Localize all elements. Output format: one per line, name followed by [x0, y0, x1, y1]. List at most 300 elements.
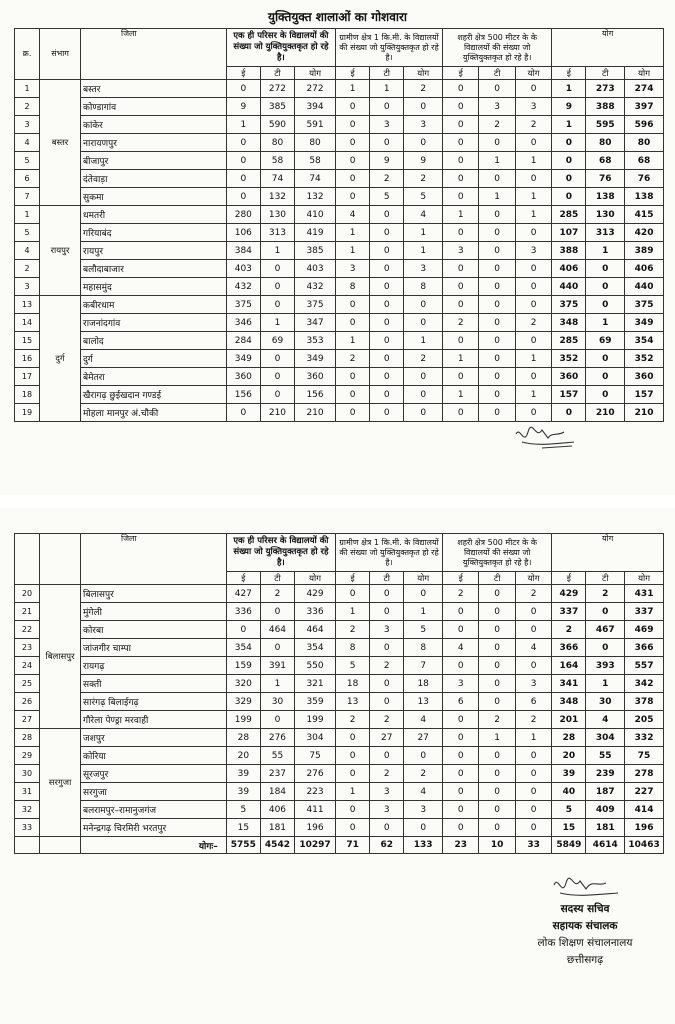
value-cell: 0 — [515, 404, 551, 422]
table-2-header — [15, 534, 664, 585]
value-cell: 58 — [295, 152, 336, 170]
value-cell: 366 — [552, 639, 586, 657]
value-cell: 284 — [226, 332, 260, 350]
officer-state: छत्तीसगढ़ — [566, 954, 604, 966]
value-cell: 1 — [479, 152, 515, 170]
value-cell: 0 — [515, 603, 551, 621]
value-cell: 429 — [552, 585, 586, 603]
value-cell: 0 — [515, 80, 551, 98]
value-cell: 181 — [260, 819, 294, 837]
value-cell: 2 — [370, 170, 404, 188]
value-cell: 313 — [586, 224, 625, 242]
value-cell: 274 — [625, 80, 664, 98]
value-cell: 0 — [479, 134, 515, 152]
value-cell: 336 — [295, 603, 336, 621]
value-cell: 1 — [260, 675, 294, 693]
serial-number: 21 — [15, 603, 40, 621]
value-cell: 76 — [625, 170, 664, 188]
value-cell: 0 — [260, 603, 294, 621]
value-cell: 348 — [552, 693, 586, 711]
district-name: सरगुजा — [81, 783, 227, 801]
header-same-campus: एक ही परिसर के विद्यालयों की संख्या जो युक्तियुक्तकृत हो रहे है। — [226, 534, 335, 572]
value-cell: 0 — [370, 260, 404, 278]
value-cell: 0 — [443, 657, 479, 675]
value-cell: 1 — [586, 242, 625, 260]
value-cell: 346 — [226, 314, 260, 332]
value-cell: 440 — [552, 278, 586, 296]
value-cell: 210 — [625, 404, 664, 422]
value-cell: 20 — [226, 747, 260, 765]
value-cell: 388 — [586, 98, 625, 116]
value-cell: 210 — [586, 404, 625, 422]
value-cell: 403 — [226, 260, 260, 278]
value-cell: 394 — [295, 98, 336, 116]
value-cell: 237 — [260, 765, 294, 783]
district-name: बस्तर — [81, 80, 227, 98]
district-name: सक्ती — [81, 675, 227, 693]
value-cell: 420 — [625, 224, 664, 242]
value-cell: 0 — [515, 278, 551, 296]
value-cell: 0 — [586, 386, 625, 404]
header-sn: क्र. — [15, 29, 40, 80]
header-total-group: योग — [552, 534, 664, 572]
serial-number: 31 — [15, 783, 40, 801]
value-cell: 107 — [552, 224, 586, 242]
value-cell: 595 — [586, 116, 625, 134]
value-cell: 384 — [226, 242, 260, 260]
value-cell: 276 — [260, 729, 294, 747]
table-row — [15, 296, 664, 314]
value-cell: 2 — [404, 170, 443, 188]
value-cell: 0 — [479, 278, 515, 296]
value-cell: 0 — [479, 585, 515, 603]
value-cell: 2 — [552, 621, 586, 639]
value-cell: 0 — [336, 170, 370, 188]
subheader-same-campus-e: ई — [226, 572, 260, 585]
value-cell: 0 — [443, 188, 479, 206]
value-cell: 0 — [336, 729, 370, 747]
serial-number: 22 — [15, 621, 40, 639]
value-cell: 0 — [479, 170, 515, 188]
subheader-urban-yog: योग — [515, 67, 551, 80]
district-name: बिलासपुर — [81, 585, 227, 603]
value-cell: 0 — [370, 296, 404, 314]
value-cell: 347 — [295, 314, 336, 332]
value-cell: 337 — [625, 603, 664, 621]
officer-designation-1: सदस्य सचिव — [560, 903, 610, 915]
district-name: दुर्ग — [81, 350, 227, 368]
officer-block — [500, 901, 670, 969]
value-cell: 375 — [552, 296, 586, 314]
table-1-header — [15, 29, 664, 80]
table-row — [15, 404, 664, 422]
value-cell: 199 — [295, 711, 336, 729]
value-cell: 20 — [552, 747, 586, 765]
district-name: बेमेतरा — [81, 368, 227, 386]
value-cell: 0 — [443, 783, 479, 801]
value-cell: 2 — [515, 711, 551, 729]
value-cell: 0 — [479, 693, 515, 711]
table-row — [15, 747, 664, 765]
value-cell: 2 — [443, 585, 479, 603]
value-cell: 7 — [404, 657, 443, 675]
value-cell: 0 — [226, 404, 260, 422]
value-cell: 1 — [515, 206, 551, 224]
header-sn — [15, 534, 40, 585]
value-cell: 0 — [586, 278, 625, 296]
value-cell: 375 — [625, 296, 664, 314]
subheader-total-t: टी — [586, 67, 625, 80]
value-cell: 0 — [260, 386, 294, 404]
value-cell: 0 — [443, 404, 479, 422]
serial-number: 3 — [15, 278, 40, 296]
value-cell: 0 — [479, 801, 515, 819]
serial-number: 28 — [15, 729, 40, 747]
value-cell: 0 — [443, 621, 479, 639]
value-cell: 0 — [479, 783, 515, 801]
value-cell: 2 — [260, 585, 294, 603]
value-cell: 1 — [552, 80, 586, 98]
district-name: रायगढ़ — [81, 657, 227, 675]
value-cell: 0 — [443, 152, 479, 170]
value-cell: 0 — [260, 368, 294, 386]
value-cell: 1 — [226, 116, 260, 134]
value-cell: 27 — [404, 729, 443, 747]
value-cell: 5 — [226, 801, 260, 819]
serial-number: 20 — [15, 585, 40, 603]
value-cell: 68 — [586, 152, 625, 170]
value-cell: 0 — [515, 260, 551, 278]
header-rural: ग्रामीण क्षेत्र 1 कि.मी. के विद्यालयों की संख्या जो युक्तियुक्तकृत हो रहे है। — [336, 534, 443, 572]
subheader-rural-t: टी — [370, 572, 404, 585]
subheader-rural-yog: योग — [404, 572, 443, 585]
division-name: रायपुर — [40, 206, 81, 296]
value-cell: 0 — [370, 350, 404, 368]
value-cell: 0 — [370, 386, 404, 404]
value-cell: 0 — [443, 603, 479, 621]
value-cell: 0 — [515, 747, 551, 765]
value-cell: 0 — [443, 819, 479, 837]
value-cell: 429 — [295, 585, 336, 603]
value-cell: 360 — [552, 368, 586, 386]
table-row — [15, 783, 664, 801]
signature-top — [512, 424, 582, 452]
subheader-urban-e: ई — [443, 67, 479, 80]
value-cell: 464 — [260, 621, 294, 639]
value-cell: 0 — [552, 134, 586, 152]
value-cell: 0 — [336, 116, 370, 134]
table-row — [15, 152, 664, 170]
division-name: बस्तर — [40, 80, 81, 206]
value-cell: 1 — [586, 675, 625, 693]
value-cell: 1 — [443, 206, 479, 224]
value-cell: 2 — [443, 314, 479, 332]
value-cell: 467 — [586, 621, 625, 639]
serial-number: 17 — [15, 368, 40, 386]
table-row — [15, 765, 664, 783]
table-row — [15, 657, 664, 675]
total-value: 10297 — [295, 837, 336, 854]
total-row — [15, 837, 664, 854]
value-cell: 0 — [260, 260, 294, 278]
value-cell: 4 — [404, 783, 443, 801]
value-cell: 0 — [370, 585, 404, 603]
value-cell: 0 — [226, 152, 260, 170]
value-cell: 239 — [586, 765, 625, 783]
value-cell: 0 — [586, 368, 625, 386]
value-cell: 1 — [336, 603, 370, 621]
value-cell: 0 — [370, 675, 404, 693]
serial-number: 3 — [15, 116, 40, 134]
officer-designation-2: सहायक संचालक — [552, 920, 618, 932]
subheader-total-yog: योग — [625, 572, 664, 585]
value-cell: 0 — [443, 170, 479, 188]
value-cell: 40 — [552, 783, 586, 801]
value-cell: 0 — [336, 152, 370, 170]
value-cell: 0 — [552, 404, 586, 422]
table-row — [15, 224, 664, 242]
value-cell: 0 — [370, 404, 404, 422]
value-cell: 27 — [370, 729, 404, 747]
serial-number: 5 — [15, 152, 40, 170]
value-cell: 4 — [404, 206, 443, 224]
value-cell: 272 — [295, 80, 336, 98]
value-cell: 106 — [226, 224, 260, 242]
value-cell: 354 — [625, 332, 664, 350]
value-cell: 550 — [295, 657, 336, 675]
value-cell: 5 — [552, 801, 586, 819]
value-cell: 0 — [370, 98, 404, 116]
value-cell: 0 — [479, 80, 515, 98]
value-cell: 0 — [336, 801, 370, 819]
value-cell: 0 — [443, 260, 479, 278]
value-cell: 0 — [479, 206, 515, 224]
value-cell: 359 — [295, 693, 336, 711]
value-cell: 0 — [226, 170, 260, 188]
serial-number: 2 — [15, 260, 40, 278]
value-cell: 0 — [479, 260, 515, 278]
value-cell: 196 — [625, 819, 664, 837]
value-cell: 397 — [625, 98, 664, 116]
value-cell: 2 — [336, 621, 370, 639]
value-cell: 280 — [226, 206, 260, 224]
value-cell: 138 — [586, 188, 625, 206]
value-cell: 0 — [443, 296, 479, 314]
district-name: जशपुर — [81, 729, 227, 747]
total-blank-1 — [15, 837, 40, 854]
value-cell: 1 — [370, 80, 404, 98]
value-cell: 375 — [295, 296, 336, 314]
table-row — [15, 386, 664, 404]
value-cell: 557 — [625, 657, 664, 675]
value-cell: 0 — [515, 765, 551, 783]
table-row — [15, 801, 664, 819]
value-cell: 0 — [515, 134, 551, 152]
value-cell: 348 — [552, 314, 586, 332]
table-2-body — [15, 585, 664, 854]
value-cell: 0 — [404, 134, 443, 152]
value-cell: 1 — [586, 314, 625, 332]
value-cell: 0 — [404, 404, 443, 422]
value-cell: 2 — [370, 657, 404, 675]
value-cell: 0 — [515, 368, 551, 386]
district-name: सारंगढ़ बिलाईगढ़ — [81, 693, 227, 711]
value-cell: 415 — [625, 206, 664, 224]
value-cell: 360 — [295, 368, 336, 386]
value-cell: 0 — [586, 260, 625, 278]
value-cell: 0 — [370, 278, 404, 296]
value-cell: 464 — [295, 621, 336, 639]
value-cell: 366 — [625, 639, 664, 657]
subheader-same-campus-t: टी — [260, 67, 294, 80]
value-cell: 4 — [443, 639, 479, 657]
total-value: 4542 — [260, 837, 294, 854]
value-cell: 0 — [404, 747, 443, 765]
value-cell: 55 — [586, 747, 625, 765]
value-cell: 0 — [226, 621, 260, 639]
division-name: दुर्ग — [40, 296, 81, 422]
value-cell: 0 — [404, 386, 443, 404]
value-cell: 8 — [336, 639, 370, 657]
value-cell: 0 — [479, 350, 515, 368]
table-row — [15, 350, 664, 368]
value-cell: 342 — [625, 675, 664, 693]
value-cell: 39 — [226, 783, 260, 801]
serial-number: 15 — [15, 332, 40, 350]
value-cell: 0 — [479, 819, 515, 837]
serial-number: 30 — [15, 765, 40, 783]
value-cell: 0 — [479, 224, 515, 242]
value-cell: 354 — [226, 639, 260, 657]
value-cell: 55 — [260, 747, 294, 765]
value-cell: 4 — [404, 711, 443, 729]
serial-number: 5 — [15, 224, 40, 242]
serial-number: 6 — [15, 170, 40, 188]
value-cell: 1 — [260, 242, 294, 260]
serial-number: 14 — [15, 314, 40, 332]
header-district: जिला — [81, 29, 227, 80]
value-cell: 0 — [336, 188, 370, 206]
subheader-rural-e: ई — [336, 67, 370, 80]
total-value: 23 — [443, 837, 479, 854]
value-cell: 304 — [586, 729, 625, 747]
table-1-body — [15, 80, 664, 422]
value-cell: 3 — [515, 242, 551, 260]
total-blank-2 — [40, 837, 81, 854]
total-value: 71 — [336, 837, 370, 854]
value-cell: 391 — [260, 657, 294, 675]
table-row — [15, 98, 664, 116]
value-cell: 313 — [260, 224, 294, 242]
value-cell: 276 — [295, 765, 336, 783]
value-cell: 0 — [443, 80, 479, 98]
value-cell: 58 — [260, 152, 294, 170]
serial-number: 4 — [15, 242, 40, 260]
value-cell: 0 — [336, 765, 370, 783]
officer-department: लोक शिक्षण संचालनालय — [537, 937, 633, 949]
value-cell: 0 — [515, 332, 551, 350]
value-cell: 0 — [260, 296, 294, 314]
value-cell: 30 — [260, 693, 294, 711]
value-cell: 0 — [370, 134, 404, 152]
value-cell: 3 — [370, 621, 404, 639]
value-cell: 1 — [479, 729, 515, 747]
value-cell: 210 — [260, 404, 294, 422]
value-cell: 0 — [479, 296, 515, 314]
value-cell: 227 — [625, 783, 664, 801]
subheader-total-yog: योग — [625, 67, 664, 80]
value-cell: 0 — [479, 603, 515, 621]
value-cell: 0 — [443, 711, 479, 729]
value-cell: 75 — [295, 747, 336, 765]
value-cell: 406 — [552, 260, 586, 278]
value-cell: 0 — [404, 819, 443, 837]
serial-number: 19 — [15, 404, 40, 422]
value-cell: 3 — [515, 675, 551, 693]
value-cell: 0 — [404, 368, 443, 386]
serial-number: 24 — [15, 657, 40, 675]
serial-number: 18 — [15, 386, 40, 404]
value-cell: 4 — [586, 711, 625, 729]
value-cell: 18 — [336, 675, 370, 693]
value-cell: 18 — [404, 675, 443, 693]
summary-table-1 — [14, 28, 664, 422]
value-cell: 2 — [404, 765, 443, 783]
value-cell: 1 — [336, 783, 370, 801]
value-cell: 389 — [625, 242, 664, 260]
district-name: मनेन्द्रगढ़ चिरमिरी भरतपुर — [81, 819, 227, 837]
value-cell: 0 — [443, 332, 479, 350]
subheader-total-e: ई — [552, 572, 586, 585]
value-cell: 352 — [552, 350, 586, 368]
value-cell: 378 — [625, 693, 664, 711]
value-cell: 69 — [260, 332, 294, 350]
value-cell: 0 — [552, 188, 586, 206]
district-name: कांकेर — [81, 116, 227, 134]
subheader-same-campus-yog: योग — [295, 572, 336, 585]
serial-number: 2 — [15, 98, 40, 116]
value-cell: 2 — [586, 585, 625, 603]
signature-bottom — [548, 873, 623, 903]
value-cell: 2 — [515, 585, 551, 603]
value-cell: 210 — [295, 404, 336, 422]
total-label: योगः– — [81, 837, 227, 854]
value-cell: 285 — [552, 206, 586, 224]
value-cell: 0 — [443, 116, 479, 134]
table-row — [15, 368, 664, 386]
value-cell: 332 — [625, 729, 664, 747]
value-cell: 0 — [515, 819, 551, 837]
value-cell: 1 — [404, 603, 443, 621]
value-cell: 201 — [552, 711, 586, 729]
summary-table-2 — [14, 533, 664, 854]
value-cell: 1 — [336, 332, 370, 350]
total-value: 10463 — [625, 837, 664, 854]
value-cell: 0 — [479, 765, 515, 783]
subheader-same-campus-t: टी — [260, 572, 294, 585]
value-cell: 0 — [479, 314, 515, 332]
total-value: 5755 — [226, 837, 260, 854]
value-cell: 0 — [479, 368, 515, 386]
value-cell: 385 — [295, 242, 336, 260]
value-cell: 304 — [295, 729, 336, 747]
value-cell: 0 — [443, 765, 479, 783]
header-urban: शहरी क्षेत्र 500 मीटर के के विद्यालयों की संख्या जो युक्तियुक्तकृत हो रहे है। — [443, 29, 552, 67]
value-cell: 3 — [443, 675, 479, 693]
serial-number: 33 — [15, 819, 40, 837]
value-cell: 80 — [295, 134, 336, 152]
value-cell: 349 — [226, 350, 260, 368]
